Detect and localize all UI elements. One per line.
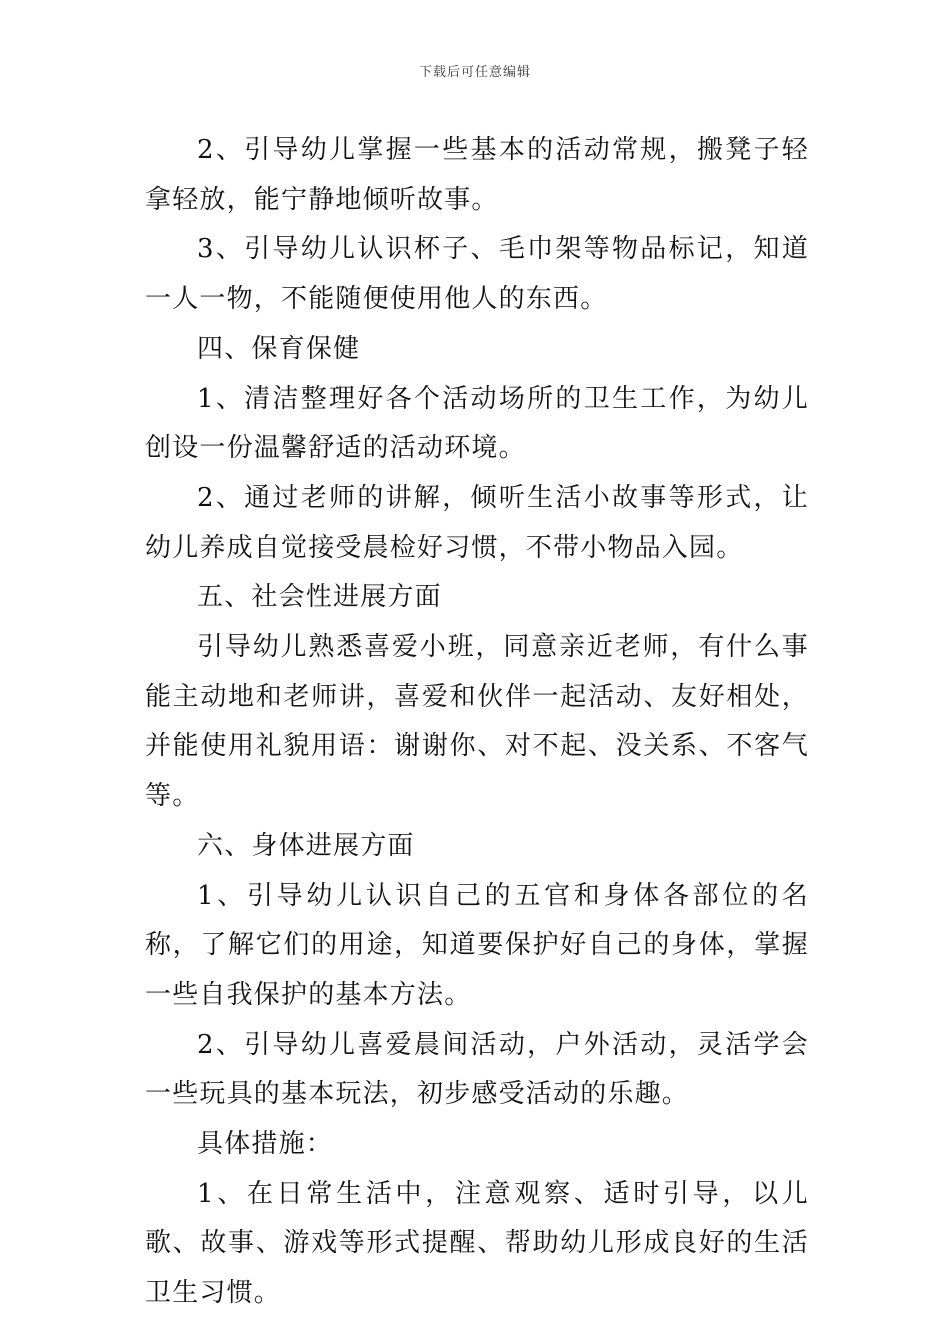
paragraph-outdoor-activities: 2、引导幼儿喜爱晨间活动，户外活动，灵活学会一些玩具的基本玩法，初步感受活动的乐趣。 bbox=[145, 1029, 809, 1110]
paragraph-clean-environment: 1、清洁整理好各个活动场所的卫生工作，为幼儿创设一份温馨舒适的活动环境。 bbox=[145, 383, 809, 464]
section-heading-physical-development: 六、身体进展方面 bbox=[197, 830, 415, 861]
section-heading-measures: 具体措施： bbox=[197, 1129, 334, 1160]
paragraph-body-parts: 1、引导幼儿认识自己的五官和身体各部位的名称，了解它们的用途，知道要保护好自己的身体，掌握一些自我保护的基本方法。 bbox=[145, 880, 809, 1010]
paragraph-social-development: 引导幼儿熟悉喜爱小班，同意亲近老师，有什么事能主动地和老师讲，喜爱和伙伴一起活动、友好相处，并能使用礼貌用语：谢谢你、对不起、没关系、不客气等。 bbox=[145, 632, 809, 812]
page-header: 下载后可任意编辑 bbox=[418, 65, 531, 80]
paragraph-morning-check: 2、通过老师的讲解，倾听生活小故事等形式，让幼儿养成自觉接受晨检好习惯，不带小物品入园。 bbox=[145, 482, 809, 563]
paragraph-routine-rules: 2、引导幼儿掌握一些基本的活动常规，搬凳子轻拿轻放，能宁静地倾听故事。 bbox=[145, 135, 809, 215]
document-body bbox=[145, 126, 809, 1319]
section-heading-health-care: 四、保育保健 bbox=[197, 333, 361, 364]
paragraph-daily-habits: 1、在日常生活中，注意观察、适时引导，以儿歌、故事、游戏等形式提醒、帮助幼儿形成良好的生活卫生习惯。 bbox=[145, 1178, 809, 1309]
paragraph-item-marks: 3、引导幼儿认识杯子、毛巾架等物品标记，知道一人一物，不能随便使用他人的东西。 bbox=[145, 234, 809, 315]
section-heading-social-development: 五、社会性进展方面 bbox=[197, 582, 442, 613]
